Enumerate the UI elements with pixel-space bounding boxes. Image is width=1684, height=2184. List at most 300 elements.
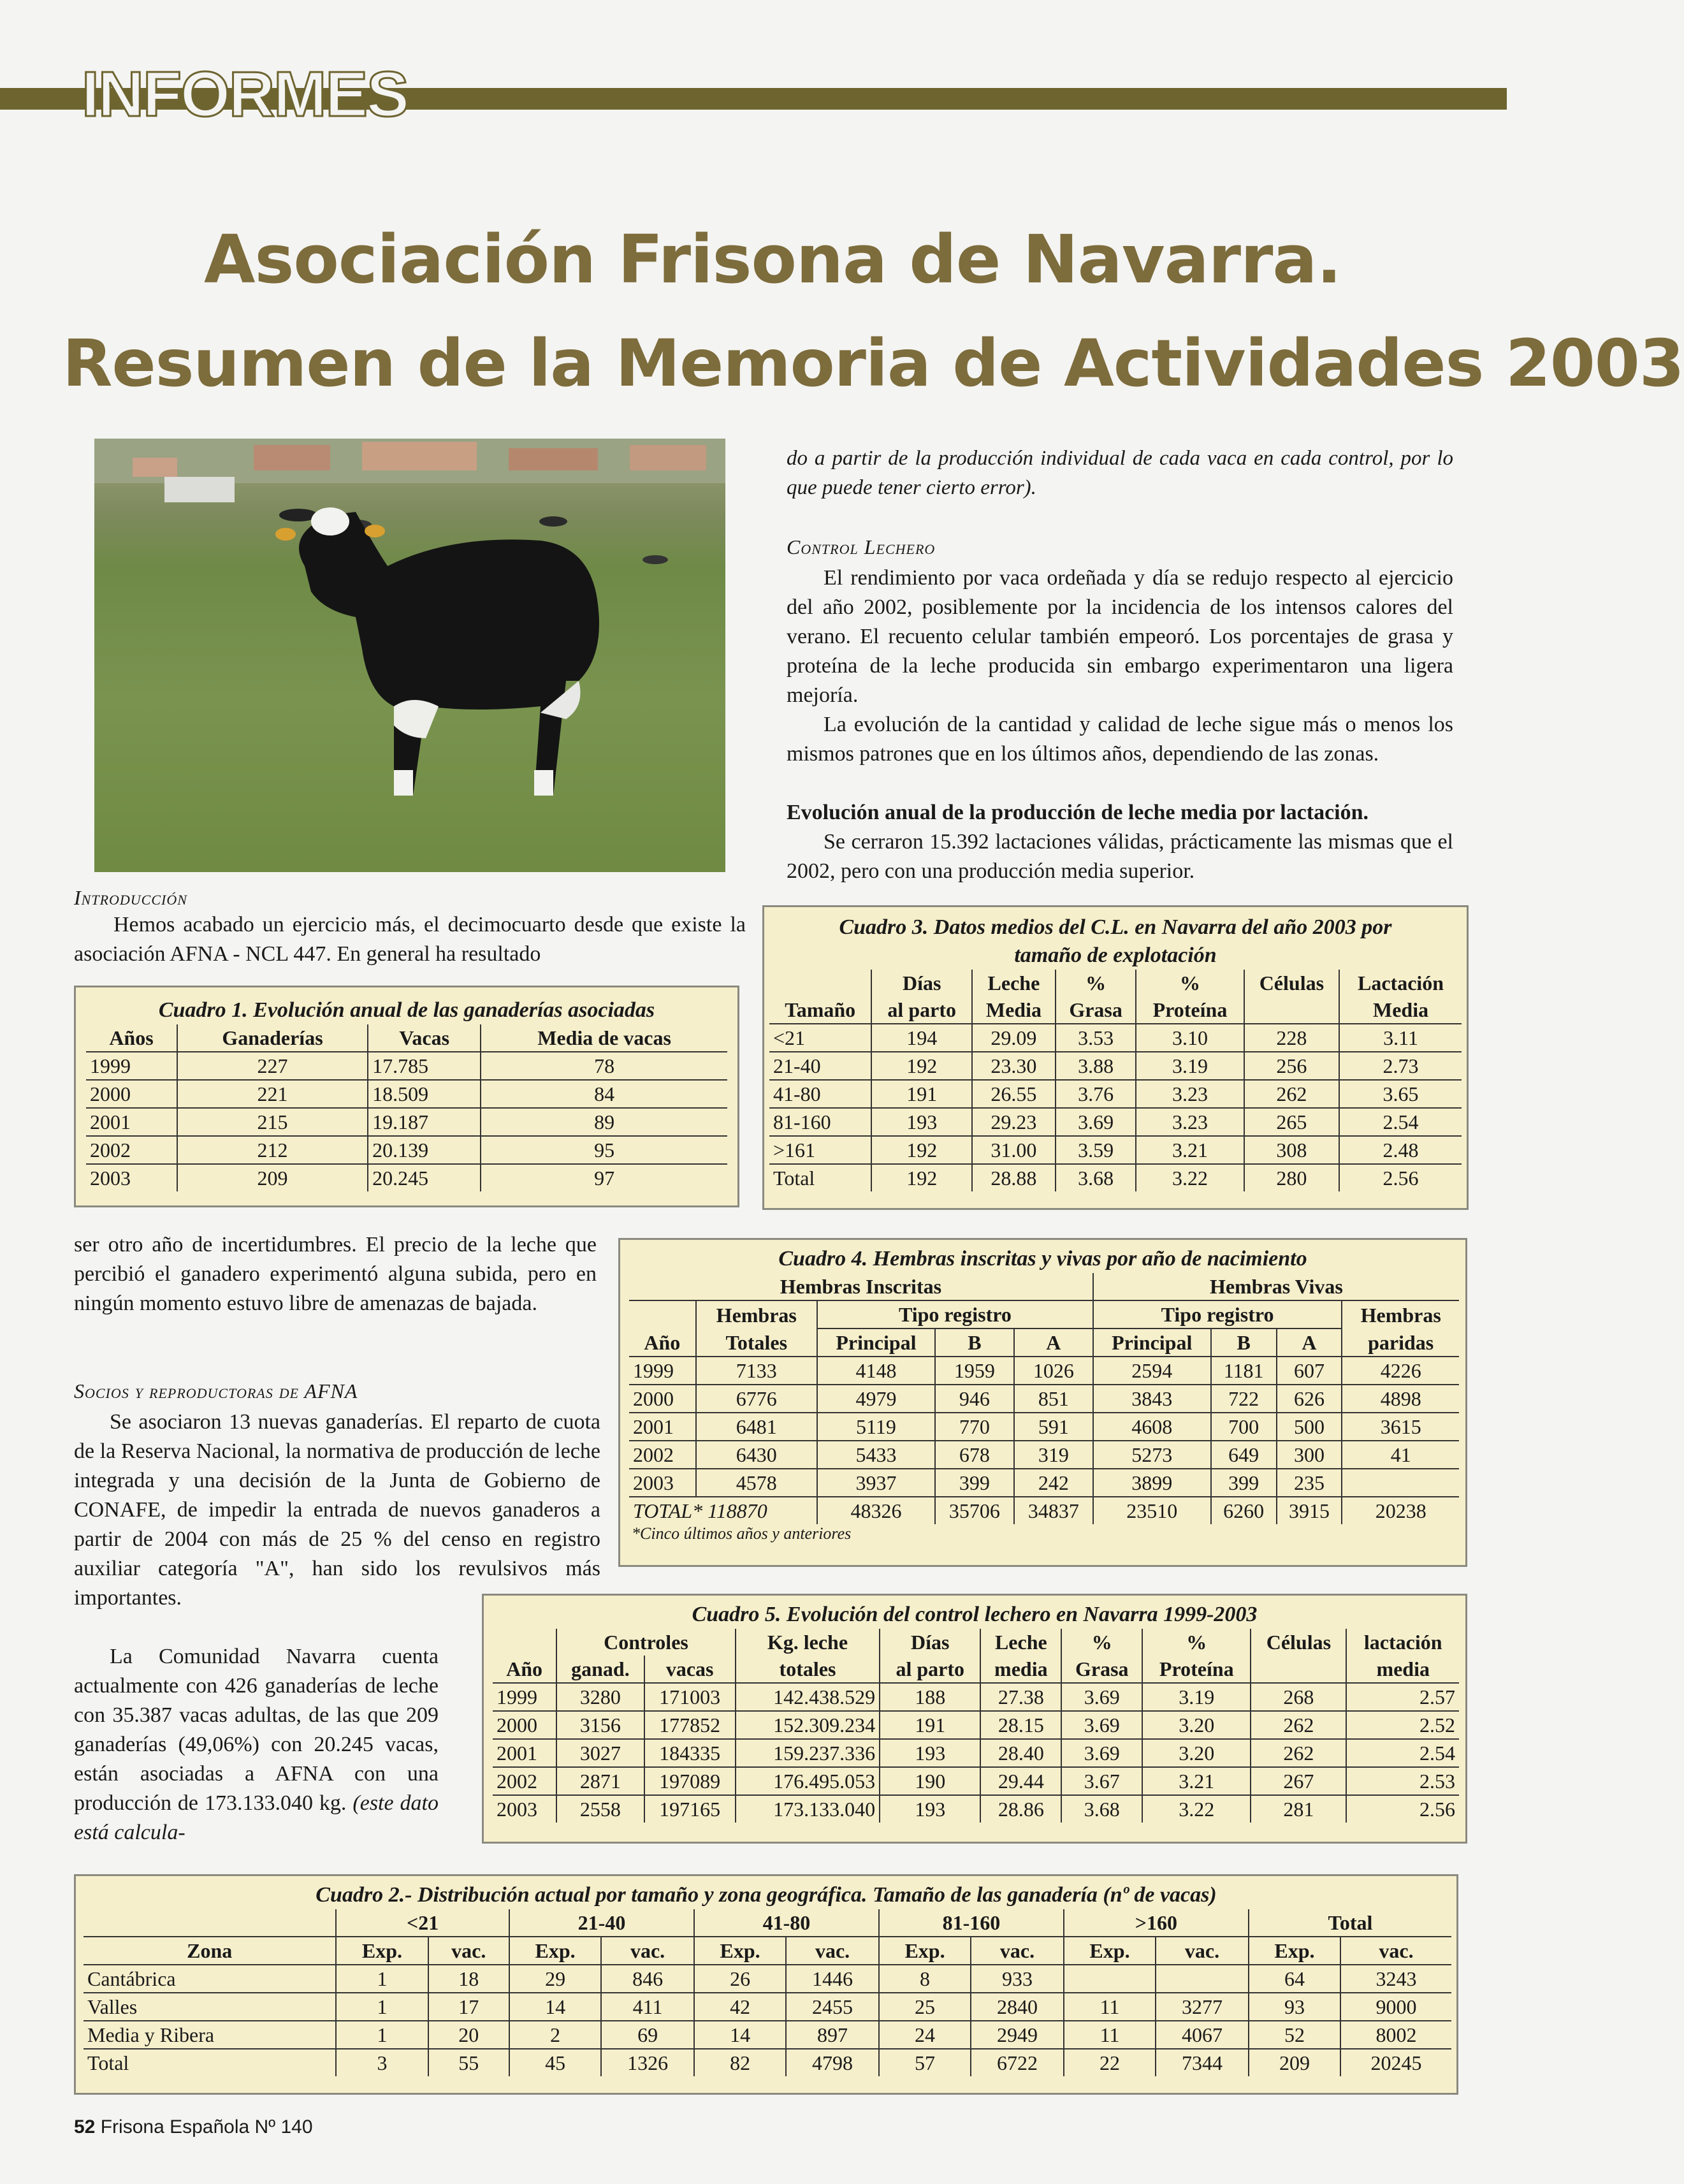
table-row (83, 2049, 1451, 2076)
table4-header: Año (629, 1329, 696, 1357)
table-cell: 20245 (1340, 2049, 1451, 2076)
table3-caption: Cuadro 3. Datos medios del C.L. en Navarra del año 2003 por (839, 915, 1392, 939)
table-cell: 28.40 (980, 1739, 1061, 1767)
table4-total-cell (629, 1497, 817, 1524)
right-col-intro: do a partir de la producción individual de cada vaca en cada control, por lo que puede tener cierto error). (787, 447, 1453, 499)
table2-header: vac. (428, 1937, 509, 1965)
table2-group: Total (1249, 1909, 1451, 1937)
table1-header: Vacas (368, 1024, 481, 1052)
table4-header: A (1014, 1329, 1093, 1357)
table-cell: 2001 (493, 1739, 556, 1767)
table-cell: 770 (935, 1413, 1014, 1441)
table-cell: 399 (1211, 1469, 1277, 1497)
table-cell: 27.38 (980, 1683, 1061, 1711)
table2-header-zona: Zona (83, 1937, 336, 1965)
table-cell: 20.139 (368, 1136, 481, 1164)
table-cell: 26 (694, 1965, 786, 1993)
table-cell: 78 (481, 1052, 727, 1080)
table-row (769, 1164, 1462, 1191)
table-cell: 3.67 (1061, 1767, 1142, 1795)
table-cell: 194 (871, 1024, 971, 1052)
table-cell: 20 (428, 2021, 509, 2049)
table3-header: % (1056, 970, 1136, 996)
table-cell: 3.10 (1136, 1024, 1244, 1052)
page-footer (74, 2116, 313, 2138)
table-row (86, 1108, 727, 1136)
table3-header: Células (1244, 970, 1339, 996)
section-label: INFORMES (82, 59, 408, 130)
table5-header: ganad. (556, 1656, 644, 1683)
table4-group-vivas: Hembras Vivas (1093, 1273, 1459, 1300)
table-cell: 2.54 (1346, 1739, 1459, 1767)
table-cell: 35706 (935, 1497, 1014, 1524)
table-cell: 42 (694, 1993, 786, 2021)
table2-header: Exp. (694, 1937, 786, 1965)
table-cell: 48326 (817, 1497, 935, 1524)
table-cell: 846 (601, 1965, 694, 1993)
table-cell: 2.48 (1339, 1136, 1462, 1164)
table1-header: Media de vacas (481, 1024, 727, 1052)
table-cell: 57 (879, 2049, 971, 2076)
table4-header: B (1211, 1329, 1277, 1357)
table5-header: Año (493, 1656, 556, 1683)
table-cell: 6776 (696, 1385, 817, 1413)
table-cell: 242 (1014, 1469, 1093, 1497)
table-cell: 235 (1277, 1469, 1342, 1497)
table3 (769, 970, 1462, 1191)
heading-socios: Socios y reproductoras de AFNA (74, 1380, 358, 1402)
table5-header (493, 1629, 556, 1656)
table-cell: 308 (1244, 1136, 1339, 1164)
table-row (629, 1469, 1459, 1497)
table-cell: 188 (880, 1683, 980, 1711)
table-cell: 649 (1211, 1441, 1277, 1469)
table3-header: Media (972, 996, 1056, 1024)
table-cell: 45 (509, 2049, 601, 2076)
table1-box (74, 986, 739, 1207)
table-cell: 4067 (1156, 2021, 1249, 2049)
page-subtitle: Resumen de la Memoria de Actividades 2003 (62, 326, 1684, 402)
table-cell: 6481 (696, 1413, 817, 1441)
table1-caption: Cuadro 1. Evolución anual de las ganaderías asociadas (158, 998, 655, 1022)
table-cell: 197089 (644, 1767, 736, 1795)
table5-header: lactación (1346, 1629, 1459, 1656)
table-cell: 2001 (629, 1413, 696, 1441)
table-cell: 227 (177, 1052, 368, 1080)
table1-header: Años (86, 1024, 177, 1052)
table-cell: 8 (879, 1965, 971, 1993)
page-title: Asociación Frisona de Navarra. (204, 221, 1342, 298)
table-cell (1342, 1469, 1459, 1497)
table-row (86, 1164, 727, 1191)
table-cell: 2000 (493, 1711, 556, 1739)
table-cell: 3280 (556, 1683, 644, 1711)
table-row-total (629, 1497, 1459, 1524)
table-cell: 3.23 (1136, 1108, 1244, 1136)
cow-illustration (94, 439, 725, 872)
table3-header: Proteína (1136, 996, 1244, 1024)
table-cell: 4798 (786, 2049, 879, 2076)
table-cell: 946 (935, 1385, 1014, 1413)
table-cell: 4608 (1093, 1413, 1211, 1441)
table-cell: 24 (879, 2021, 971, 2049)
table1-header-row (86, 1024, 727, 1052)
table-cell: 212 (177, 1136, 368, 1164)
paragraph-control-2: La evolución de la cantidad y calidad de leche sigue más o menos los mismos patrones que en los últimos años, dependiendo de las zonas. (787, 713, 1453, 766)
table-cell: 97 (481, 1164, 727, 1191)
table-cell: 2 (509, 2021, 601, 2049)
table-cell: 3.59 (1056, 1136, 1136, 1164)
table-row (493, 1739, 1459, 1767)
table2-group: 81-160 (879, 1909, 1064, 1937)
table-cell: 1959 (935, 1357, 1014, 1385)
table2-header: Exp. (879, 1937, 971, 1965)
table-cell: 93 (1249, 1993, 1340, 2021)
table5-header: Leche (980, 1629, 1061, 1656)
table-cell: 3.19 (1136, 1052, 1244, 1080)
table-cell: 29 (509, 1965, 601, 1993)
table-cell: 159.237.336 (736, 1739, 880, 1767)
table3-header: Media (1339, 996, 1462, 1024)
table-cell: 265 (1244, 1108, 1339, 1136)
table5-header: media (1346, 1656, 1459, 1683)
table-row (769, 1024, 1462, 1052)
table3-header: Grasa (1056, 996, 1136, 1024)
table-cell: 262 (1251, 1711, 1346, 1739)
table4-header: paridas (1342, 1329, 1459, 1357)
table-cell: 14 (509, 1993, 601, 2021)
table2-group: 21-40 (509, 1909, 694, 1937)
table2-group: >160 (1064, 1909, 1249, 1937)
table-cell: 3.88 (1056, 1052, 1136, 1080)
table-cell: 591 (1014, 1413, 1093, 1441)
table-cell: 5119 (817, 1413, 935, 1441)
table5-header: Días (880, 1629, 980, 1656)
table-cell: 28.86 (980, 1795, 1061, 1823)
table4-group-inscritas: Hembras Inscritas (629, 1273, 1093, 1300)
table-cell: 2871 (556, 1767, 644, 1795)
table-cell: 1181 (1211, 1357, 1277, 1385)
table3-header: % (1136, 970, 1244, 996)
table4-footnote: *Cinco últimos años y anteriores (632, 1524, 852, 1543)
table-cell: 19.187 (368, 1108, 481, 1136)
table-cell: 221 (177, 1080, 368, 1108)
table-cell: 192 (871, 1136, 971, 1164)
table-cell: 41 (1342, 1441, 1459, 1469)
table-cell: Cantábrica (83, 1965, 336, 1993)
table-cell: 3243 (1340, 1965, 1451, 1993)
paragraph-comunidad-text: La Comunidad Navarra cuenta actualmente con 426 ganaderías de leche con 35.387 vacas adultas, de las que 209 ganaderías (49,06%) con 20.245 vacas, están asociadas a AFNA con una producción de 173.133.040 kg. (74, 1645, 439, 1815)
heading-control-lechero: Control Lechero (787, 535, 936, 558)
table-row (86, 1136, 727, 1164)
table-cell: 851 (1014, 1385, 1093, 1413)
paragraph-socios: Se asociaron 13 nuevas ganaderías. El reparto de cuota de la Reserva Nacional, la normativa de producción de leche integrada y una decisión de la Junta de Gobierno de CONAFE, de impedir la entrada de nuevos ganaderos a partir de 2004 con más de 25 % del censo en registro auxiliar categoría "A", han sido los revulsivos más importantes. (74, 1410, 600, 1610)
table-cell: 2000 (86, 1080, 177, 1108)
table-cell: 700 (1211, 1413, 1277, 1441)
table-cell: 193 (871, 1108, 971, 1136)
table-cell: 2949 (971, 2021, 1064, 2049)
table5-header: media (980, 1656, 1061, 1683)
table-cell: 262 (1251, 1739, 1346, 1767)
table-cell: 3.76 (1056, 1080, 1136, 1108)
table-cell: 184335 (644, 1739, 736, 1767)
table-row (769, 1080, 1462, 1108)
table-cell: 3899 (1093, 1469, 1211, 1497)
table-cell: 2003 (497, 1798, 537, 1821)
table-cell: 215 (177, 1108, 368, 1136)
table-cell: 20.245 (368, 1164, 481, 1191)
table2-group: <21 (336, 1909, 509, 1937)
table3-caption-2: tamaño de explotación (1014, 943, 1217, 967)
table-cell: 1999 (493, 1683, 556, 1711)
table-cell: 191 (871, 1080, 971, 1108)
table5-header: Proteína (1142, 1656, 1251, 1683)
table5-box (482, 1594, 1467, 1844)
table-cell: 55 (428, 2049, 509, 2076)
table-cell: 171003 (644, 1683, 736, 1711)
table5-header: % (1142, 1629, 1251, 1656)
table-cell: 3615 (1342, 1413, 1459, 1441)
table-cell: 26.55 (972, 1080, 1056, 1108)
table-cell: 81-160 (769, 1108, 871, 1136)
table-cell: 176.495.053 (736, 1767, 880, 1795)
table-cell: 3 (336, 2049, 428, 2076)
table5-header-row (493, 1629, 1459, 1656)
table5-header: Kg. leche (736, 1629, 880, 1656)
table-cell: 209 (1249, 2049, 1340, 2076)
table4-header: Totales (696, 1329, 817, 1357)
paragraph-intro-2: ser otro año de incertidumbres. El precio de la leche que percibió el ganadero experimentó alguna subida, pero en ningún momento estuvo libre de amenazas de bajada. (74, 1233, 597, 1315)
table3-header: Lactación (1339, 970, 1462, 996)
table-cell: 722 (1211, 1385, 1277, 1413)
table-row (629, 1357, 1459, 1385)
table-cell: 4226 (1342, 1357, 1459, 1385)
table5-header (1251, 1656, 1346, 1683)
table3-box (762, 905, 1469, 1210)
table-cell: Valles (83, 1993, 336, 2021)
table-row (83, 1965, 1451, 1993)
table-cell: 3.20 (1142, 1711, 1251, 1739)
table-cell: 1999 (629, 1357, 696, 1385)
table-row (493, 1767, 1459, 1795)
table-cell: 192 (871, 1164, 971, 1191)
table-row (769, 1136, 1462, 1164)
table-cell: 268 (1251, 1683, 1346, 1711)
table-cell: 29.09 (972, 1024, 1056, 1052)
table-row (629, 1385, 1459, 1413)
table-cell: 31.00 (972, 1136, 1056, 1164)
table3-header (769, 970, 871, 996)
table-cell: 3.65 (1339, 1080, 1462, 1108)
table1 (86, 1024, 727, 1191)
table4-box (618, 1238, 1467, 1567)
table3-header: Leche (972, 970, 1056, 996)
table-cell: 23510 (1093, 1497, 1211, 1524)
table-cell: 23.30 (972, 1052, 1056, 1080)
table-cell: 1999 (86, 1052, 177, 1080)
table-cell: 3.69 (1061, 1711, 1142, 1739)
table-row (629, 1441, 1459, 1469)
table-cell: 3.19 (1142, 1683, 1251, 1711)
table-cell: 3156 (556, 1711, 644, 1739)
table-cell: 18.509 (368, 1080, 481, 1108)
table-row (493, 1683, 1459, 1711)
table-cell: 280 (1244, 1164, 1339, 1191)
table-row (493, 1795, 1459, 1823)
table-cell: 11 (1064, 1993, 1156, 2021)
table4-total-label: TOTAL* (633, 1499, 703, 1522)
table2 (83, 1909, 1451, 2076)
table4-caption: Cuadro 4. Hembras inscritas y vivas por año de nacimiento (778, 1247, 1307, 1270)
paragraph-intro-1: Hemos acabado un ejercicio más, el decimocuarto desde que existe la asociación AFNA - NCL 447. En general ha resultado (74, 913, 746, 966)
table-cell: 3915 (1277, 1497, 1342, 1524)
table-cell: 3.53 (1056, 1024, 1136, 1052)
table-cell: 3.22 (1142, 1795, 1251, 1823)
table4-header-row (629, 1329, 1459, 1357)
table-cell: 7133 (696, 1357, 817, 1385)
table4-group-row (629, 1273, 1459, 1300)
table-cell: 3937 (817, 1469, 935, 1497)
page-number: 52 (74, 2116, 96, 2137)
table-cell: 2.56 (1339, 1164, 1462, 1191)
table-cell: 3277 (1156, 1993, 1249, 2021)
table-row (83, 1993, 1451, 2021)
table4-header: Principal (1093, 1329, 1211, 1357)
table-cell: 82 (694, 2049, 786, 2076)
table-row (493, 1711, 1459, 1739)
table-cell: 8002 (1340, 2021, 1451, 2049)
table-cell: 2.57 (1346, 1683, 1459, 1711)
paragraph-control-1: El rendimiento por vaca ordeñada y día se redujo respecto al ejercicio del año 2002, posiblemente por la incidencia de los intensos calores del verano. El recuento celular también empeoró. Los porcentajes de grasa y proteína de la leche producida sin embargo experimentaron una ligera mejoría. (787, 566, 1453, 707)
table-cell: 3.21 (1136, 1136, 1244, 1164)
table2-caption: Cuadro 2.- Distribución actual por tamaño y zona geográfica. Tamaño de las ganadería (nº de vacas) (316, 1883, 1217, 1907)
table-cell: 300 (1277, 1441, 1342, 1469)
table5-header: totales (736, 1656, 880, 1683)
table-cell: 6722 (971, 2049, 1064, 2076)
table-cell: 193 (880, 1795, 980, 1823)
table-cell: 2558 (556, 1795, 644, 1823)
table-cell: 4898 (1342, 1385, 1459, 1413)
table-row (86, 1052, 727, 1080)
table-cell: 192 (871, 1052, 971, 1080)
table5-header: vacas (644, 1656, 736, 1683)
table-cell: 2455 (786, 1993, 879, 2021)
table-cell: 2.52 (1346, 1711, 1459, 1739)
table-cell: 95 (481, 1136, 727, 1164)
table-cell: 118870 (708, 1499, 767, 1522)
table-cell: 1 (336, 2021, 428, 2049)
table-cell: 228 (1244, 1024, 1339, 1052)
table-cell: 3.68 (1061, 1795, 1142, 1823)
table-cell: 64 (1249, 1965, 1340, 1993)
table-cell: 29.23 (972, 1108, 1056, 1136)
table-cell: 17.785 (368, 1052, 481, 1080)
table5 (493, 1629, 1459, 1823)
heading-introduccion: Introducción (74, 886, 187, 909)
table-cell: 4979 (817, 1385, 935, 1413)
table5-header: Grasa (1061, 1656, 1142, 1683)
paragraph-comunidad-italic: (este dato está calcula- (74, 1791, 439, 1844)
table-cell: 3.68 (1056, 1164, 1136, 1191)
table-cell: 28.88 (972, 1164, 1056, 1191)
table4-header: Hembras (696, 1300, 817, 1329)
table3-header: al parto (871, 996, 971, 1024)
table-cell: 500 (1277, 1413, 1342, 1441)
table-cell: 152.309.234 (736, 1711, 880, 1739)
table-cell: 2002 (629, 1441, 696, 1469)
table4 (629, 1273, 1459, 1524)
table5-header: Células (1251, 1629, 1346, 1656)
paragraph-comunidad (74, 1642, 439, 1847)
table5-header-row (493, 1656, 1459, 1683)
table-cell: 84 (481, 1080, 727, 1108)
table2-header: vac. (971, 1937, 1064, 1965)
table2-group: 41-80 (694, 1909, 879, 1937)
table-cell: 256 (1244, 1052, 1339, 1080)
table2-group-row (83, 1909, 1451, 1937)
magazine-name: Frisona Española Nº 140 (100, 2116, 313, 2137)
table-cell: 2001 (86, 1108, 177, 1136)
table-cell: 678 (935, 1441, 1014, 1469)
table-cell: 1026 (1014, 1357, 1093, 1385)
table-cell: 4148 (817, 1357, 935, 1385)
table-cell: 281 (1251, 1795, 1346, 1823)
table-cell: 193 (880, 1739, 980, 1767)
table-cell: 28.15 (980, 1711, 1061, 1739)
table-cell: 190 (880, 1767, 980, 1795)
table-cell: 69 (601, 2021, 694, 2049)
table2-header: vac. (601, 1937, 694, 1965)
table2-header: Exp. (509, 1937, 601, 1965)
table-cell: 2003 (629, 1469, 696, 1497)
table-cell (1156, 1965, 1249, 1993)
table-cell: 3843 (1093, 1385, 1211, 1413)
table-cell: 2.73 (1339, 1052, 1462, 1080)
table5-header: al parto (880, 1656, 980, 1683)
table-row (629, 1413, 1459, 1441)
table4-header: A (1277, 1329, 1342, 1357)
table-cell: 607 (1277, 1357, 1342, 1385)
table-cell: 177852 (644, 1711, 736, 1739)
table5-header: Controles (556, 1629, 736, 1656)
table-cell: 25 (879, 1993, 971, 2021)
table-cell: 3.69 (1061, 1683, 1142, 1711)
table-cell: 17 (428, 1993, 509, 2021)
table-cell: 22 (1064, 2049, 1156, 2076)
cow-photo (94, 439, 725, 872)
table-cell: 2002 (493, 1767, 556, 1795)
table-cell: 20238 (1342, 1497, 1459, 1524)
table-cell: 5273 (1093, 1441, 1211, 1469)
table-cell: Media y Ribera (83, 2021, 336, 2049)
table-cell (1064, 1965, 1156, 1993)
table-cell: 6430 (696, 1441, 817, 1469)
table4-header: Hembras (1342, 1300, 1459, 1329)
table-row (769, 1108, 1462, 1136)
table-cell: 1446 (786, 1965, 879, 1993)
table-cell: Total (87, 2051, 129, 2074)
table-cell: 411 (601, 1993, 694, 2021)
table-cell: 3.22 (1136, 1164, 1244, 1191)
table-cell: 7344 (1156, 2049, 1249, 2076)
table-cell: 52 (1249, 2021, 1340, 2049)
table-row (769, 1052, 1462, 1080)
table2-header: vac. (786, 1937, 879, 1965)
table2-header: vac. (1156, 1937, 1249, 1965)
table-cell: >161 (769, 1136, 871, 1164)
table-cell: 2.53 (1346, 1767, 1459, 1795)
table-cell: 6260 (1211, 1497, 1277, 1524)
